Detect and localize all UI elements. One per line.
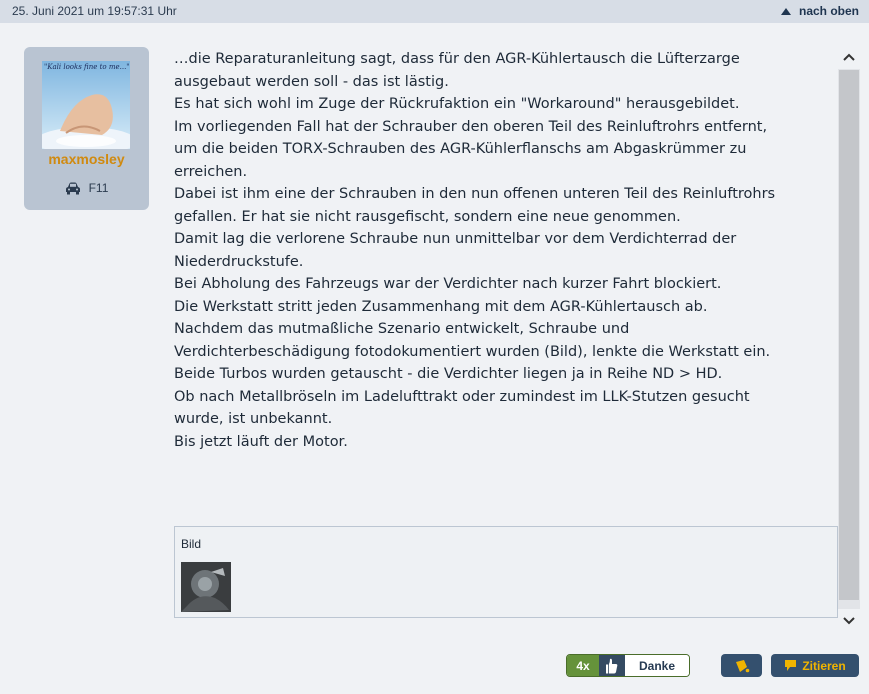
quote-button[interactable] [771, 654, 859, 677]
scroll-thumb[interactable] [839, 70, 859, 600]
back-to-top-label: nach oben [798, 4, 859, 18]
avatar-caption: "Kali looks fine to me..." [44, 63, 130, 71]
content-line: wurde, ist unbekannt. [174, 411, 333, 427]
content-line: erreichen. [174, 163, 248, 180]
bell-icon [734, 659, 750, 673]
back-to-top-link[interactable] [781, 4, 859, 18]
chevron-down-icon [843, 617, 855, 625]
content-line: Im vorliegenden Fall hat der Schrauber den oberen Teil des Reinluftrohrs entfernt, [174, 118, 768, 135]
scroll-up-button[interactable] [838, 47, 860, 67]
content-line: …die Reparaturanleitung sagt, dass für den AGR-Kühlertausch die Lüfterzarge [174, 51, 740, 67]
quote-label: Zitieren [802, 658, 846, 673]
car-icon [65, 182, 81, 195]
attachment-box [174, 526, 838, 618]
content-line: Nachdem das mutmaßliche Szenario entwickelt, Schraube und [174, 321, 630, 337]
like-count: 4x [567, 655, 599, 676]
post-header [0, 0, 869, 23]
avatar-image [42, 61, 130, 149]
attachment-thumbnail[interactable] [181, 562, 231, 612]
thumbs-up-icon [599, 655, 625, 676]
username-link[interactable]: maxmosley [48, 151, 125, 167]
content-line: gefallen. Er hat sie nicht rausgefischt, sondern eine neue genommen. [174, 208, 681, 225]
attachment-label: Bild [181, 537, 202, 551]
post-date: 25. Juni 2021 um 19:57:31 Uhr [12, 4, 177, 18]
user-car [24, 181, 149, 195]
content-line: Bei Abholung des Fahrzeugs war der Verdichter nach kurzer Fahrt blockiert. [174, 276, 722, 292]
quote-bubble-icon [784, 659, 797, 672]
like-button[interactable] [566, 654, 690, 677]
content-line: Beide Turbos wurden getauscht - die Verdichter liegen ja in Reihe ND > HD. [174, 366, 723, 382]
attachment-image [181, 562, 231, 612]
notify-button[interactable] [721, 654, 762, 677]
content-line: ausgebaut werden soll - das ist lästig. [174, 73, 449, 90]
scroll-down-button[interactable] [838, 611, 860, 631]
content-line: Damit lag die verlorene Schraube nun unmittelbar vor dem Verdichterrad der [174, 231, 737, 247]
user-car-label: F11 [88, 181, 109, 195]
content-line: Niederdruckstufe. [174, 253, 304, 270]
content-scrollbar[interactable] [838, 47, 860, 631]
content-line: Ob nach Metallbröseln im Ladelufttrakt oder zumindest im LLK-Stutzen gesucht [174, 388, 750, 405]
post-content [174, 48, 830, 453]
like-label: Danke [625, 655, 689, 676]
content-line: um die beiden TORX-Schrauben des AGR-Kühlerflanschs am Abgaskrümmer zu [174, 141, 747, 157]
arrow-up-icon [781, 8, 791, 15]
chevron-up-icon [843, 53, 855, 61]
content-line: Die Werkstatt stritt jeden Zusammenhang mit dem AGR-Kühlertausch ab. [174, 298, 708, 315]
avatar[interactable] [42, 61, 130, 149]
content-line: Es hat sich wohl im Zuge der Rückrufaktion ein "Workaround" herausgebildet. [174, 96, 740, 112]
content-line: Dabei ist ihm eine der Schrauben in den nun offenen unteren Teil des Reinluftrohrs [174, 186, 776, 202]
content-line: Verdichterbeschädigung fotodokumentiert wurden (Bild), lenkte die Werkstatt ein. [174, 343, 771, 360]
user-info-box [24, 47, 149, 210]
content-line: Bis jetzt läuft der Motor. [174, 433, 348, 450]
